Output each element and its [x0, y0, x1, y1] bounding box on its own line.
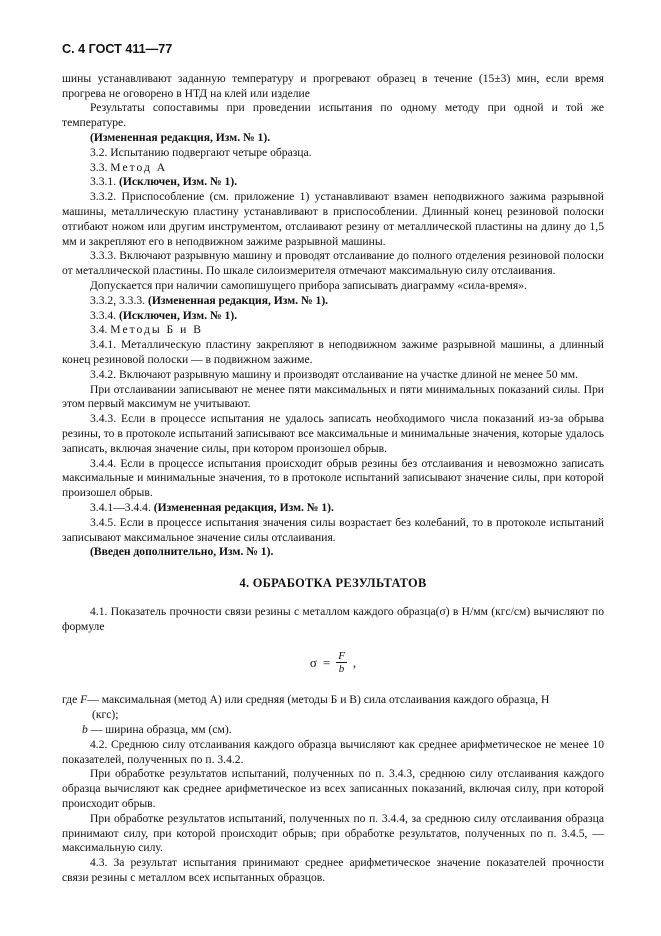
- page-header: С. 4 ГОСТ 411—77: [62, 42, 173, 56]
- where-f-continued: (кгс);: [92, 708, 119, 722]
- amendment-note: (Исключен, Изм. № 1).: [119, 308, 238, 322]
- clause-3-4-2: 3.4.2. Включают разрывную машину и производят отслаивание на участке длиной не менее 50 мм.: [90, 367, 578, 381]
- where-f: [62, 693, 604, 708]
- clause-3-4-3: 3.4.3. Если в процессе испытания не удалось записать необходимого числа показаний из-за обрыва резины, то в протоколе испытаний записывают все максимальные и минимальные значения, которые удалось записать, включая значение силы, при котором произошел обрыв.: [62, 412, 604, 455]
- method-heading: Метод А: [110, 160, 168, 174]
- amendment-line: [62, 294, 604, 309]
- where-label: где: [62, 693, 78, 707]
- formula-fraction: [336, 650, 347, 675]
- clause-3-2: 3.2. Испытанию подвергают четыре образца.: [90, 145, 312, 159]
- where-b-text: — ширина образца, мм (см).: [90, 723, 232, 737]
- paragraph: Результаты сопоставимы при проведении испытания по одному методу при одной и той же температуре.: [62, 101, 604, 130]
- variable-f: F: [80, 693, 88, 707]
- clause-3-4: [62, 323, 604, 338]
- document-page: [62, 42, 604, 886]
- formula-equals: =: [322, 654, 331, 670]
- clause-number: 3.4.: [90, 323, 108, 337]
- clause-number: 3.3.1.: [90, 175, 117, 189]
- formula-denominator: b: [338, 663, 345, 676]
- paragraph: шины устанавливают заданную температуру и прогревают образец в течение (15±3) мин, если время прогрева не оговорено в НТД на клей или изделие: [62, 71, 604, 100]
- clause-3-3-2: 3.3.2. Приспособление (см. приложение 1) устанавливают взамен неподвижного зажима разрывной машины, металлическую пластину устанавливают в приспособлении. Длинный конец резиновой полоски отгибают ножом или другим инструментом, отслаивают резину от металлической пластины на длину до 1,5 мм и закрепляют его в неподвижном зажиме разрывной машины.: [62, 190, 604, 248]
- clause-3-3-1: [62, 175, 604, 190]
- clause-3-3-3: 3.3.3. Включают разрывную машину и проводят отслаивание до полного отделения резиновой полоски от металлической пластины. По шкале силоизмерителя отмечают максимальную силу отслаивания.: [62, 249, 604, 278]
- formula-numerator: F: [338, 650, 345, 663]
- clause-number: 3.4.1—3.4.4.: [90, 500, 151, 514]
- paragraph: При обработке результатов испытаний, полученных по п. 3.4.4, за среднюю силу отслаивания образца принимают силу, при которой происходит обрыв; при обработке результатов, полученных по п. 3.4.5, — максимальную силу.: [62, 811, 604, 855]
- amendment-note: (Введен дополнительно, Изм. № 1).: [90, 545, 274, 559]
- clause-number: 3.3.2, 3.3.3.: [90, 293, 146, 307]
- amendment-note: (Измененная редакция, Изм. № 1).: [90, 130, 271, 144]
- section-title: 4. ОБРАБОТКА РЕЗУЛЬТАТОВ: [239, 576, 427, 591]
- amendment-line: [62, 501, 604, 516]
- clause-3-3: [62, 161, 604, 176]
- clause-number: 3.3.: [90, 160, 108, 174]
- clause-3-4-5: 3.4.5. Если в процессе испытания значения силы возрастает без колебаний, то в протоколе испытаний записывают максимальное значение силы отслаивания.: [62, 515, 604, 544]
- variable-b: b: [82, 723, 88, 737]
- clause-number: 3.3.4.: [90, 308, 117, 322]
- clause-3-4-4: 3.4.4. Если в процессе испытания происходит обрыв резины без отслаивания и невозможно записать максимальные и минимальные значения, то в протоколе испытаний записывают значение силы, при которой произошел обрыв.: [62, 456, 604, 500]
- amendment-note: (Измененная редакция, Изм. № 1).: [153, 500, 334, 514]
- clause-4-3: 4.3. За результат испытания принимают среднее арифметическое значение показателей прочности связи резины с металлом всех испытанных образцов.: [62, 856, 604, 885]
- paragraph: При отслаивании записывают не менее пяти максимальных и пяти минимальных показаний силы. При этом первый максимум не учитывают.: [62, 382, 604, 411]
- amendment-note: (Исключен, Изм. № 1).: [119, 175, 238, 189]
- clause-3-3-4: [62, 309, 604, 324]
- where-f-text: — максимальная (метод А) или средняя (методы Б и В) сила отслаивания каждого образца, Н: [87, 693, 550, 707]
- formula-comma: ,: [352, 654, 357, 670]
- formula-sigma: σ: [309, 654, 317, 670]
- clause-4-2: 4.2. Среднюю силу отслаивания каждого образца вычисляют как среднее арифметическое не менее 10 показателей, полученных по п. 3.4.2.: [62, 737, 604, 766]
- paragraph: Допускается при наличии самопишущего прибора записывать диаграмму «сила-время».: [90, 278, 527, 292]
- clause-3-4-1: 3.4.1. Металлическую пластину закрепляют в неподвижном зажиме разрывной машины, а длинный конец резиновой полоски — в подвижном зажиме.: [62, 338, 604, 366]
- formula: [62, 650, 604, 675]
- clause-4-1: 4.1. Показатель прочности связи резины с металлом каждого образца(σ) в Н/мм (кгс/см) вычисляют по формуле: [62, 604, 604, 633]
- amendment-note: (Измененная редакция, Изм. № 1).: [147, 293, 329, 307]
- paragraph: При обработке результатов испытаний, полученных по п. 3.4.3, среднюю силу отслаивания каждого образца вычисляют как среднее арифметическое из всех записанных показаний, включая силу, при которой происходит обрыв.: [62, 767, 604, 811]
- method-heading: Методы Б и В: [110, 323, 203, 337]
- where-b: [62, 723, 604, 738]
